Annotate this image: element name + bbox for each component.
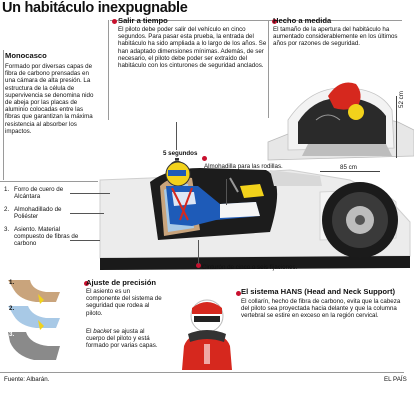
hecho-heading: Hecho a medida <box>273 16 332 25</box>
part-3-leader <box>70 240 100 241</box>
footer-divider <box>0 372 404 373</box>
footer-source: Fuente: Albarán. <box>4 376 50 383</box>
part-2-num: 2. <box>4 206 10 213</box>
left-column-divider <box>108 20 109 120</box>
car-cockpit-illustration <box>60 140 414 280</box>
backet-term: backet <box>93 328 112 335</box>
footer-credit: EL PAÍS <box>384 376 407 383</box>
hans-text: El collarín, hecho de fibra de carbono, evita que la cabeza del piloto sea proyectada hacia delante y que la columna vertebral se estire en exceso en la región cervical. <box>241 298 401 320</box>
cinturon-label: Cinturón de cinco o seis fijaciones. <box>202 264 298 271</box>
dim-height-label: 52 cm <box>398 91 405 108</box>
seat-layers-illustration <box>6 276 62 368</box>
part-2-text: Almohadillado de Poliéster <box>14 206 62 221</box>
hecho-text: El tamaño de la apertura del habitáculo ha aumentado considerablemente en los últimos años por razones de seguridad. <box>273 26 398 48</box>
monocasco-accent-line <box>3 50 4 180</box>
part-3-text: Asiento. Material compuesto de fibras de carbono <box>14 226 79 248</box>
cinturon-leader <box>198 240 199 264</box>
hans-driver-illustration <box>174 294 240 370</box>
almohadilla-leader <box>226 179 227 205</box>
dim-width-label: 85 cm <box>340 164 357 171</box>
monocasco-text: Formado por diversas capas de fibra de carbono prensadas en una cámara de alta presión. La estructura de la célula de supervivencia se denomina nido de abeja por las placas de aluminio colocadas entre las fibras que garantizan la máxima resistencia al absorber los impactos. <box>5 63 94 135</box>
layer-3-number: 3. <box>9 331 15 338</box>
part-2-leader <box>70 213 104 214</box>
ajuste-heading: Ajuste de precisión <box>86 278 157 287</box>
monocasco-heading: Monocasco <box>5 51 47 60</box>
layer-2-number: 2. <box>9 305 15 312</box>
almohadilla-bullet <box>202 156 207 161</box>
page-title: Un habitáculo inexpugnable <box>2 0 188 16</box>
almohadilla-label: Almohadilla para las rodillas. <box>204 163 283 170</box>
stopwatch-label: 5 segundos <box>163 150 198 157</box>
ajuste-text-1: El asiento es un componente del sistema de seguridad que rodea al piloto. <box>86 288 162 317</box>
hans-heading: El sistema HANS (Head and Neck Support) <box>241 287 396 296</box>
part-1-num: 1. <box>4 186 10 193</box>
part-1-text: Forro de cuero de Alcántara <box>14 186 64 201</box>
part-3-num: 3. <box>4 226 10 233</box>
layer-1-number: 1. <box>9 279 15 286</box>
part-1-leader <box>70 193 110 194</box>
ajuste-text-2: El backet se ajusta al cuerpo del piloto y está formado por varias capas. <box>86 328 158 350</box>
salir-heading: Salir a tiempo <box>118 16 168 25</box>
salir-text: El piloto debe poder salir del vehículo en cinco segundos. Para pasar esta prueba, la entrada del habitáculo ha sido ampliada a lo largo de los años. Se han adaptado dimensiones mínimas. Además, de ser necesario, el piloto debe poder ser extraído del habitáculo con los cinturones de seguridad anclados. <box>118 26 267 70</box>
salir-bullet <box>112 19 117 24</box>
